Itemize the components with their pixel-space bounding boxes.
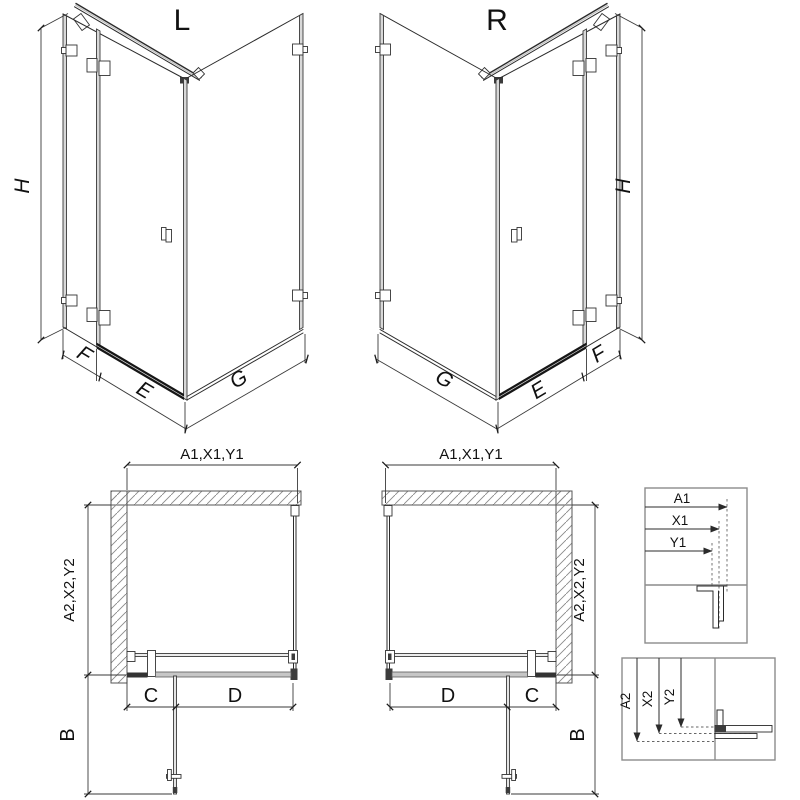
fixed-segment-plan [536, 673, 557, 678]
detail-label-y1: Y1 [669, 535, 687, 550]
plan-view-right [382, 462, 599, 797]
dim-label-a1x1y1-left: A1,X1,Y1 [180, 446, 244, 463]
wall-profile [617, 14, 621, 329]
dim-label-h-left: H [11, 178, 34, 194]
dim-label-e-right: E [526, 376, 551, 404]
dim-label-d-right: D [440, 685, 456, 707]
side-panel-bottom-edge [187, 333, 303, 400]
dim-label-h-right: H [612, 178, 635, 194]
corner-stile [496, 78, 500, 400]
dim-label-c-right: C [524, 685, 540, 707]
dimension-lines [38, 14, 308, 434]
dim-label-f-left: F [72, 341, 96, 368]
detail-box-vertical [622, 658, 775, 760]
front-wall-top-edge [498, 14, 620, 79]
perspective-view-left [38, 4, 308, 434]
detail-box-horizontal [645, 488, 747, 643]
hinge-stile [97, 29, 101, 349]
bar-wall-clamp [74, 14, 90, 31]
wall-bracket-top [606, 45, 617, 56]
detail-label-a1: A1 [673, 491, 691, 506]
bar-wall-bracket-plan [548, 652, 556, 662]
dim-label-a2x2y2-left: A2,X2,Y2 [61, 558, 78, 622]
detail-label-a2: A2 [618, 692, 633, 710]
side-panel-bottom-edge [380, 333, 496, 400]
dim-label-g-right: G [431, 365, 458, 394]
plan-view-left [84, 462, 301, 797]
side-wall-bracket-top [293, 44, 304, 55]
dim-label-b-left: B [57, 728, 79, 742]
variant-label-right: R [486, 4, 508, 37]
door-hinge-top [87, 59, 97, 73]
side-panel-top-edge [187, 14, 303, 79]
side-wall-bracket-top [380, 44, 391, 55]
front-wall-top-edge [63, 14, 185, 79]
dim-label-a1x1y1-right: A1,X1,Y1 [439, 446, 503, 463]
dim-label-b-right: B [567, 728, 589, 742]
variant-label-left: L [173, 4, 191, 37]
dim-label-e-left: E [132, 376, 157, 404]
glass-top-bracket [384, 506, 392, 517]
door-hinge-top [586, 59, 596, 73]
dim-label-d-left: D [227, 685, 243, 707]
wall-bracket-top [66, 45, 77, 56]
wall-bracket-bottom [66, 295, 77, 306]
door-handle-knob [162, 228, 167, 241]
wall-hatch-top [382, 491, 572, 505]
side-wall-bracket-bottom [293, 290, 304, 301]
perspective-view-right [375, 4, 645, 434]
door-hinge-bottom [586, 308, 596, 322]
wall-profile [63, 14, 67, 329]
door-hinge-bottom [87, 308, 97, 322]
corner-profile-section [697, 586, 727, 628]
detail-label-x2: X2 [640, 690, 655, 708]
side-panel-top-edge [380, 14, 496, 79]
wall-bracket-bottom [606, 295, 617, 306]
corner-stile [184, 78, 188, 400]
bar-wall-clamp [594, 14, 610, 31]
wall-hatch-side [111, 491, 127, 683]
dim-label-c-left: C [143, 685, 159, 707]
detail-label-x1: X1 [671, 513, 689, 528]
fixed-segment-plan [127, 673, 148, 678]
bar-wall-bracket-plan [127, 652, 135, 662]
glass-top-bracket [291, 506, 299, 517]
dimension-lines [375, 14, 645, 434]
detail-label-y2: Y2 [662, 688, 677, 706]
wall-hatch-side [556, 491, 572, 683]
door-pivot-post [528, 651, 536, 677]
glass-bottom-fitting [386, 669, 393, 681]
dim-label-f-right: F [587, 341, 611, 368]
door-pivot-post [148, 651, 156, 677]
dim-label-g-left: G [225, 365, 252, 394]
hinge-stile [583, 29, 587, 349]
dim-label-a2x2y2-right: A2,X2,Y2 [571, 558, 588, 622]
threshold-profile-section [715, 710, 772, 739]
wall-hatch-top [111, 491, 301, 505]
door-handle-knob [517, 228, 522, 241]
side-panel-end-profile [380, 14, 384, 330]
side-panel-end-profile [300, 14, 304, 330]
glass-bottom-fitting [291, 669, 298, 681]
side-wall-bracket-bottom [380, 290, 391, 301]
